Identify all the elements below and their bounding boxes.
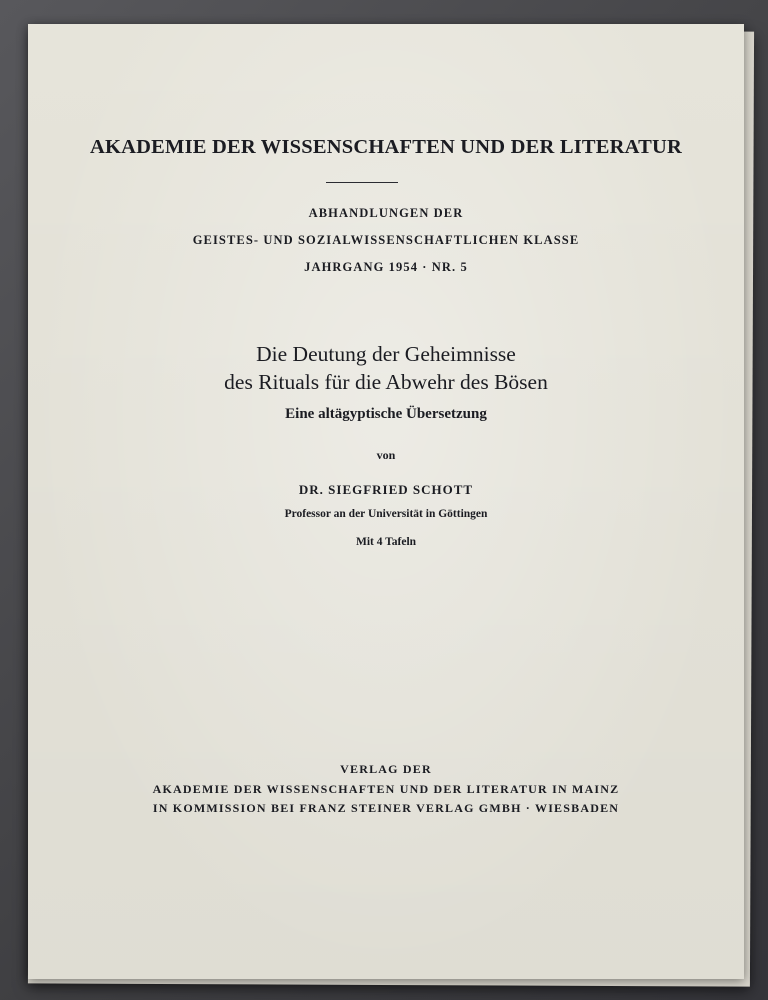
title-line-1: Die Deutung der Geheimnisse (256, 342, 516, 366)
subtitle: Eine altägyptische Übersetzung (285, 406, 487, 422)
plates-note: Mit 4 Tafeln (355, 536, 417, 548)
publisher-line-3: IN KOMMISSION BEI FRANZ STEINER VERLAG GMBH · WIESBADEN (152, 801, 620, 815)
series-line-1: ABHANDLUNGEN DER (308, 206, 464, 220)
author-name: DR. SIEGFRIED SCHOTT (298, 482, 474, 497)
separator-rule (326, 182, 398, 183)
publisher-line-1: VERLAG DER (340, 762, 432, 776)
academy-heading: AKADEMIE DER WISSENSCHAFTEN UND DER LITERATUR (89, 136, 683, 158)
title-line-2: des Rituals für die Abwehr des Bösen (224, 370, 548, 394)
series-line-2: GEISTES- UND SOZIALWISSENSCHAFTLICHEN KLASSE (192, 233, 580, 247)
by-word: von (376, 448, 396, 462)
series-line-3: JAHRGANG 1954 · NR. 5 (304, 260, 468, 274)
author-affiliation: Professor an der Universität in Göttingen (284, 508, 488, 520)
document-cover-page (28, 24, 744, 979)
publisher-line-2: AKADEMIE DER WISSENSCHAFTEN UND DER LITERATUR IN MAINZ (152, 782, 620, 796)
